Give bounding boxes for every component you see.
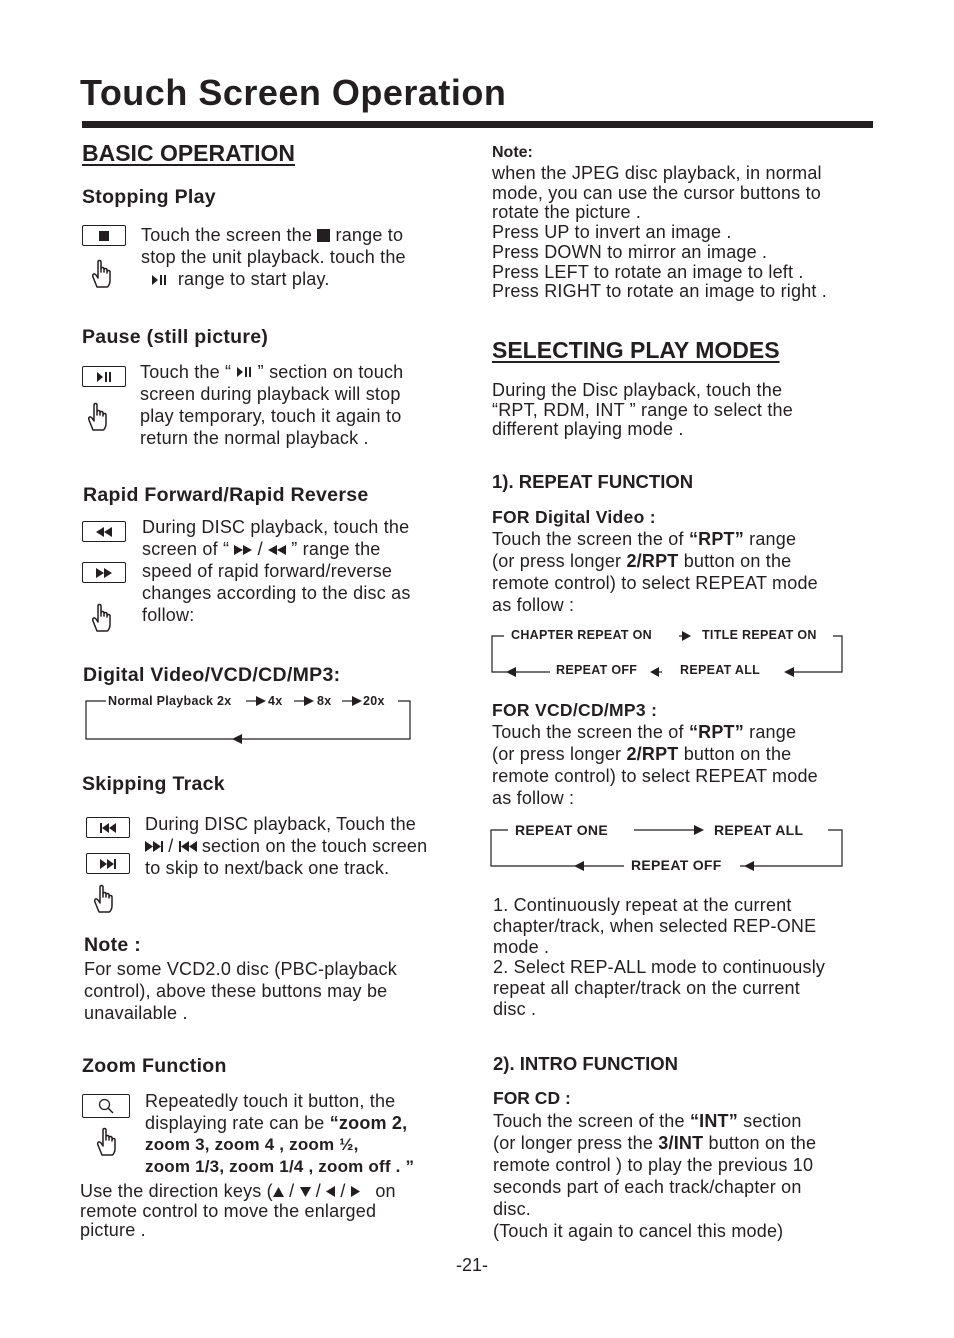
title-rule (82, 121, 873, 128)
intro-function-heading: 2). INTRO FUNCTION (493, 1053, 678, 1074)
flow-title-repeat-on: TITLE REPEAT ON (702, 628, 817, 642)
note-heading: Note : (84, 934, 142, 956)
repeat-dv-text: Touch the screen the of “RPT” range (or press longer 2/RPT button on the remote control) to select REPEAT mode as follow : (492, 529, 818, 615)
hand-touch-icon (84, 400, 114, 437)
intro-text: Touch the screen of the “INT” section (or longer press the 3/INT button on the remote control ) to play the previous 10 seconds part of each track/chapter on disc. (Touch it again to cancel this mode) (493, 1111, 817, 1241)
fast-forward-icon (234, 545, 252, 555)
repeat-notes: 1. Continuously repeat at the current chapter/track, when selected REP-ONE mode . 2. Select REP-ALL mode to continuously repeat all chapter/track on the current disc . (493, 895, 826, 1019)
play-modes-heading: SELECTING PLAY MODES (492, 337, 780, 363)
speed-4x: 4x (268, 694, 283, 708)
rewind-button-icon (82, 521, 126, 542)
pause-text: Touch the “ ” section on touch screen during playback will stop play temporary, touch it again to return the normal playback . (140, 362, 404, 448)
speed-20x: 20x (363, 694, 385, 708)
up-arrow-icon (273, 1187, 284, 1197)
repeat-dv-label: FOR Digital Video : (492, 507, 656, 527)
basic-operation-heading: BASIC OPERATION (82, 140, 295, 166)
play-pause-icon (236, 366, 252, 378)
zoom-direction-text: Use the direction keys ( / / / on remote control to move the enlarged picture . (80, 1181, 396, 1241)
rewind-icon (268, 545, 286, 555)
speed-8x: 8x (317, 694, 332, 708)
hand-touch-icon (88, 257, 118, 294)
pause-heading: Pause (still picture) (82, 326, 269, 348)
flow-repeat-off: REPEAT OFF (556, 663, 638, 677)
zoom-heading: Zoom Function (82, 1055, 227, 1077)
speed-normal-2x: Normal Playback 2x (108, 694, 232, 708)
repeat-vcd-label: FOR VCD/CD/MP3 : (492, 700, 658, 720)
down-arrow-icon (300, 1187, 311, 1197)
zoom-button-icon (82, 1094, 130, 1118)
rapid-text: During DISC playback, touch the screen of “ / ” range the speed of rapid forward/reverse changes according to the disc as follow: (142, 517, 411, 625)
fast-forward-button-icon (82, 562, 126, 583)
stopping-play-text: Touch the screen the range to stop the unit playback. touch the range to start play. (141, 225, 406, 289)
flow-repeat-off: REPEAT OFF (631, 857, 722, 873)
hand-touch-icon (90, 882, 120, 919)
previous-track-icon (179, 841, 197, 852)
left-arrow-icon (326, 1186, 335, 1197)
right-note-text: when the JPEG disc playback, in normal mode, you can use the cursor buttons to rotate the picture . Press UP to invert an image . Press DOWN to mirror an image . Press LEFT to rotate an image to left . Press RIGHT to rotate an image to right . (492, 163, 828, 302)
intro-label: FOR CD : (493, 1088, 571, 1108)
next-track-button-icon (86, 853, 130, 874)
next-track-icon (145, 841, 163, 852)
right-arrow-icon (351, 1186, 360, 1197)
skipping-heading: Skipping Track (82, 773, 225, 795)
flow-repeat-all: REPEAT ALL (714, 822, 804, 838)
flow-repeat-all: REPEAT ALL (680, 663, 761, 677)
right-note-heading: Note: (492, 144, 533, 161)
flow-chapter-repeat-on: CHAPTER REPEAT ON (511, 628, 652, 642)
note-text: For some VCD2.0 disc (PBC-playback control), above these buttons may be unavailable . (84, 959, 397, 1023)
page-title: Touch Screen Operation (80, 72, 507, 113)
play-pause-button-icon (82, 366, 126, 387)
digital-video-heading: Digital Video/VCD/CD/MP3: (83, 664, 341, 686)
flow-repeat-one: REPEAT ONE (515, 822, 608, 838)
stop-icon (317, 229, 330, 242)
previous-track-button-icon (86, 817, 130, 838)
skipping-text: During DISC playback, Touch the / section on the touch screen to skip to next/back one track. (145, 814, 428, 878)
page-number: -21- (456, 1255, 489, 1275)
hand-touch-icon (88, 601, 118, 638)
repeat-vcd-text: Touch the screen the of “RPT” range (or press longer 2/RPT button on the remote control) to select REPEAT mode as follow : (492, 722, 818, 808)
play-pause-icon (151, 274, 167, 286)
stopping-play-heading: Stopping Play (82, 186, 216, 208)
repeat-function-heading: 1). REPEAT FUNCTION (492, 471, 694, 492)
play-modes-intro: During the Disc playback, touch the “RPT, RDM, INT ” range to select the different playing mode . (492, 380, 793, 440)
stop-button-icon (82, 225, 126, 246)
hand-touch-icon (93, 1124, 123, 1163)
rapid-heading: Rapid Forward/Rapid Reverse (83, 484, 369, 506)
zoom-text: Repeatedly touch it button, the displaying rate can be “zoom 2, zoom 3, zoom 4 , zoom ½, zoom 1/3, zoom 1/4 , zoom off . ” (145, 1091, 415, 1176)
